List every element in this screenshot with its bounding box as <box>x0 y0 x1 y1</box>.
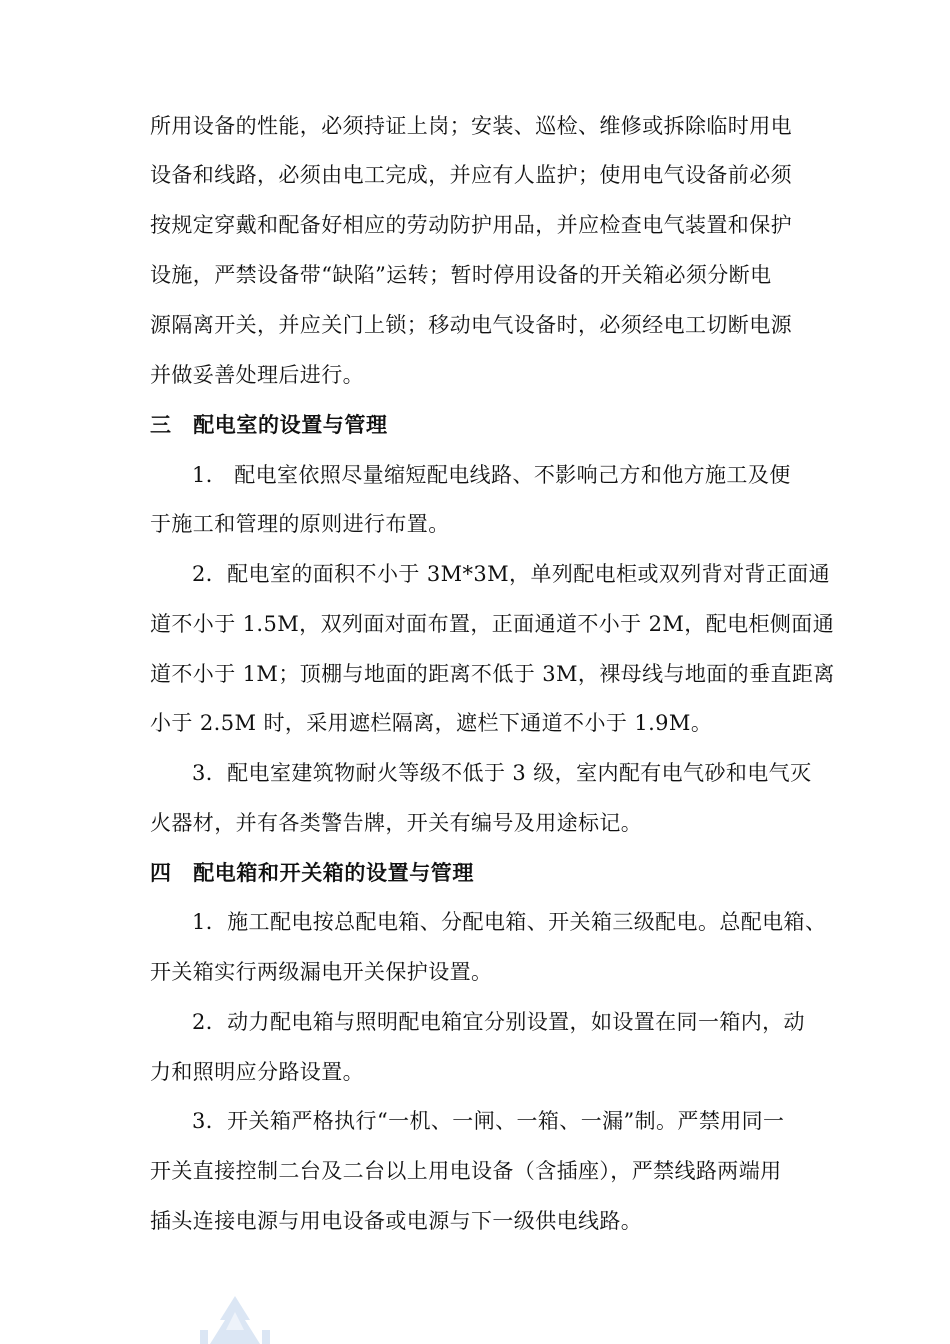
paragraph-line: 开关箱实行两级漏电开关保护设置。 <box>150 960 493 984</box>
paragraph-line: 所用设备的性能，必须持证上岗；安装、巡检、维修或拆除临时用电 <box>150 114 792 138</box>
paragraph-line: 道不小于 1.5M，双列面对面布置，正面通道不小于 2M，配电柜侧面通 <box>150 612 835 636</box>
paragraph-line: 火器材，并有各类警告牌，开关有编号及用途标记。 <box>150 811 643 835</box>
paragraph-line: 2．动力配电箱与照明配电箱宜分别设置，如设置在同一箱内，动 <box>192 1010 805 1034</box>
paragraph-line: 于施工和管理的原则进行布置。 <box>150 512 450 536</box>
paragraph-line: 道不小于 1M；顶棚与地面的距离不低于 3M，裸母线与地面的垂直距离 <box>150 662 835 686</box>
paragraph-line: 小于 2.5M 时，采用遮栏隔离，遮栏下通道不小于 1.9M。 <box>150 711 713 735</box>
watermark-icon <box>190 1290 280 1344</box>
paragraph-line: 设备和线路，必须由电工完成，并应有人监护；使用电气设备前必须 <box>150 163 792 187</box>
section-heading-4: 四 配电箱和开关箱的设置与管理 <box>150 861 474 885</box>
paragraph-line: 源隔离开关，并应关门上锁；移动电气设备时，必须经电工切断电源 <box>150 313 792 337</box>
watermark-logo <box>190 1290 280 1344</box>
paragraph-line: 2．配电室的面积不小于 3M*3M，单列配电柜或双列背对背正面通 <box>192 562 831 586</box>
paragraph-line: 并做妥善处理后进行。 <box>150 363 364 387</box>
paragraph-line: 插头连接电源与用电设备或电源与下一级供电线路。 <box>150 1209 643 1233</box>
paragraph-line: 设施，严禁设备带“缺陷”运转；暂时停用设备的开关箱必须分断电 <box>150 263 772 287</box>
paragraph-line: 1． 配电室依照尽量缩短配电线路、不影响己方和他方施工及便 <box>192 463 791 487</box>
paragraph-line: 1．施工配电按总配电箱、分配电箱、开关箱三级配电。总配电箱、 <box>192 910 827 934</box>
paragraph-line: 按规定穿戴和配备好相应的劳动防护用品，并应检查电气装置和保护 <box>150 213 792 237</box>
paragraph-line: 开关直接控制二台及二台以上用电设备（含插座），严禁线路两端用 <box>150 1159 782 1183</box>
paragraph-line: 3．配电室建筑物耐火等级不低于 3 级，室内配有电气砂和电气灭 <box>192 761 812 785</box>
paragraph-line: 3．开关箱严格执行“一机、一闸、一箱、一漏”制。严禁用同一 <box>192 1109 785 1133</box>
section-heading-3: 三 配电室的设置与管理 <box>150 413 388 437</box>
paragraph-line: 力和照明应分路设置。 <box>150 1060 364 1084</box>
